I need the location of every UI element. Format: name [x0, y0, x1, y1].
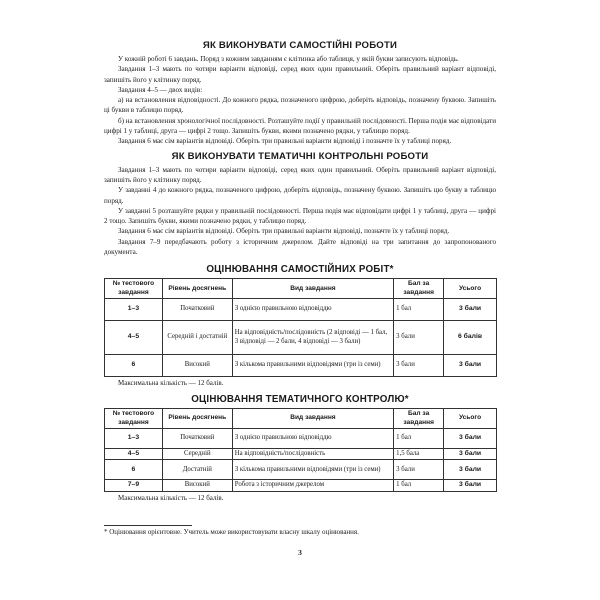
header-cell: Вид завдання: [232, 279, 393, 299]
table-cell: 3 бали: [444, 355, 497, 377]
assessment-table-thematic: [104, 408, 497, 492]
table-cell: 6: [105, 355, 163, 377]
table-cell: 1–3: [105, 299, 163, 321]
table-cell: З однією правильною відповіддю: [232, 299, 393, 321]
table-cell: 3 бали: [444, 428, 497, 448]
heading-independent-works: ЯК ВИКОНУВАТИ САМОСТІЙНІ РОБОТИ: [202, 40, 398, 51]
header-cell: Вид завдання: [232, 409, 393, 429]
table-cell: 3 бали: [394, 460, 444, 480]
max-score-note: Максимальна кількість — 12 балів.: [118, 379, 224, 388]
table-cell: З кількома правильними відповідями (три із семи): [232, 460, 393, 480]
table-cell: Високий: [162, 480, 232, 491]
table-cell: 3 бали: [444, 299, 497, 321]
paragraph: Завдання 6 має сім варіантів відповіді. Оберіть три правильні варіанти відповіді, позначте їх у таблиці поряд.: [118, 227, 450, 236]
table-cell: 1 бал: [394, 299, 444, 321]
table-cell: 1 бал: [394, 480, 444, 491]
table-cell: 3 бали: [394, 355, 444, 377]
table-cell: Середній і достатній: [162, 321, 232, 355]
table-row: [105, 460, 497, 480]
table-cell: На відповідність/послідовність (2 відповіді — 1 бал, 3 відповіді — 2 бали, 4 відповіді — 3 бали): [232, 321, 393, 355]
table-cell: 6 балів: [444, 321, 497, 355]
heading-thematic-tests: ЯК ВИКОНУВАТИ ТЕМАТИЧНІ КОНТРОЛЬНІ РОБОТИ: [171, 150, 429, 162]
footnote: * Оцінювання орієнтовне. Учитель може використовувати власну шкалу оцінювання.: [104, 528, 359, 536]
table-cell: 4–5: [105, 448, 163, 459]
table-cell: З однією правильною відповіддю: [232, 428, 393, 448]
table-cell: Середній: [162, 448, 232, 459]
table-cell: 3 бали: [444, 480, 497, 491]
paragraph: б) на встановлення хронологічної послідовності. Розташуйте події у правильній послідовності. Перша подія має відповідати цифрі 1 у таблиці, друга — цифрі 2 тощо. Запишіть букви, якими позначено рядки, у таблицю поряд.: [104, 116, 496, 136]
header-cell: Бал за завдання: [394, 279, 444, 299]
table-cell: 1–3: [105, 428, 163, 448]
table-cell: Робота з історичним джерелом: [232, 480, 393, 491]
table-row: [105, 480, 497, 491]
header-cell: Усього: [444, 279, 497, 299]
table-row: [105, 355, 497, 377]
table-row: [105, 448, 497, 459]
table-cell: 7–9: [105, 480, 163, 491]
table-cell: 3 бали: [444, 448, 497, 459]
table-cell: 3 бали: [394, 321, 444, 355]
header-cell: Бал за завдання: [394, 409, 444, 429]
header-cell: № тестового завдання: [105, 279, 163, 299]
assessment-table-independent: [104, 278, 497, 377]
table1-title: ОЦІНЮВАННЯ САМОСТІЙНИХ РОБІТ*: [206, 264, 394, 276]
table-cell: На відповідність/послідовність: [232, 448, 393, 459]
table-header-row: [105, 279, 497, 299]
max-score-note: Максимальна кількість — 12 балів.: [118, 493, 224, 502]
table-cell: 1 бал: [394, 428, 444, 448]
table-cell: Початковий: [162, 299, 232, 321]
paragraph: Завдання 6 має сім варіантів відповіді. Оберіть три правильні варіанти відповіді і позначте їх у таблиці поряд.: [118, 137, 452, 146]
table2-title: ОЦІНЮВАННЯ ТЕМАТИЧНОГО КОНТРОЛЮ*: [191, 394, 409, 406]
footnote-divider: [104, 525, 192, 526]
page-number: 3: [298, 548, 302, 557]
table-row: [105, 428, 497, 448]
table-row: [105, 299, 497, 321]
table-cell: 3 бали: [444, 460, 497, 480]
table-cell: 4–5: [105, 321, 163, 355]
paragraph: У завданні 5 розташуйте рядки у правильній послідовності. Перша подія має відповідати цифрі 1 у таблиці, друга — цифрі 2 тощо. Запишіть букви, якими позначено рядки, у таблицю поряд.: [104, 206, 496, 226]
table-cell: Високий: [162, 355, 232, 377]
table-cell: 6: [105, 460, 163, 480]
paragraph: Завдання 1–3 мають по чотири варіанти відповіді, серед яких один правильний. Оберіть правильний варіант відповіді, запишіть його у клітинку поряд.: [104, 65, 496, 84]
table-row: [105, 321, 497, 355]
table-cell: Достатній: [162, 460, 232, 480]
table-cell: З кількома правильними відповідями (три із семи): [232, 355, 393, 377]
header-cell: Рівень досягнень: [162, 279, 232, 299]
paragraph: Завдання 4–5 — двох видів:: [118, 85, 203, 94]
table-cell: 1,5 бала: [394, 448, 444, 459]
header-cell: Рівень досягнень: [162, 409, 232, 429]
table-header-row: [105, 409, 497, 429]
header-cell: № тестового завдання: [105, 409, 163, 429]
paragraph: У завданні 4 до кожного рядка, позначеного цифрою, доберіть відповідь, позначену буквою. Запишіть цю букву в таблицю поряд.: [104, 186, 496, 205]
paragraph: Завдання 1–3 мають по чотири варіанти відповіді, серед яких один правильний. Оберіть правильний варіант відповіді, запишіть його у клітинку поряд.: [104, 165, 496, 184]
page-content: [104, 38, 496, 502]
header-cell: Усього: [444, 409, 497, 429]
paragraph: Завдання 7–9 передбачають роботу з історичним джерелом. Дайте відповіді на три запитання до запропонованого документа.: [104, 237, 496, 257]
paragraph: а) на встановлення відповідності. До кожного рядка, позначеного цифрою, доберіть відповідь, позначену буквою. Запишіть ці букви в таблицю поряд.: [104, 96, 496, 115]
paragraph: У кожній роботі 6 завдань. Поряд з кожним завданням є клітинка або таблиця, у якій букви записують відповідь.: [118, 55, 459, 63]
table-cell: Початковий: [162, 428, 232, 448]
